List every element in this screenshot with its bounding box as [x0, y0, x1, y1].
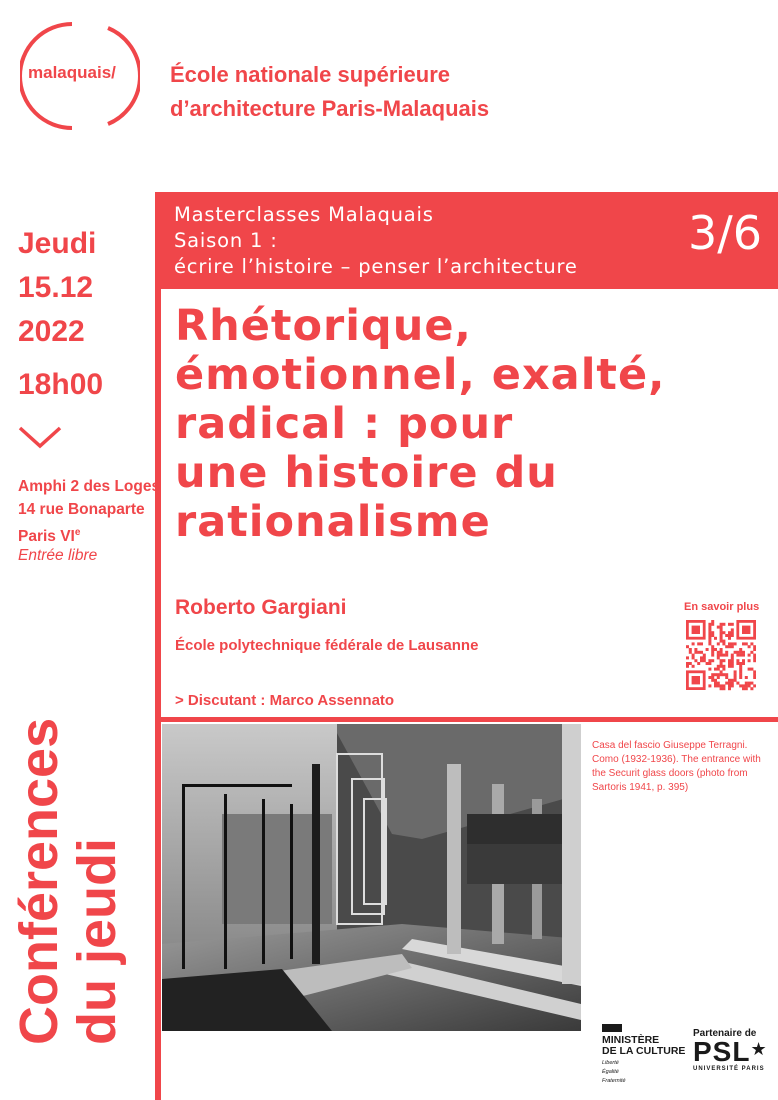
vertical-divider: [155, 192, 161, 1100]
photo-caption: Casa del fascio Giuseppe Terragni. Como (1932-1936). The entrance with the Securit glass doors (photo from Sartoris 1941, p. 395): [592, 740, 761, 793]
psl-partner-label: Partenaire de: [693, 1028, 757, 1039]
psl-university: UNIVERSITÉ PARIS: [693, 1066, 765, 1072]
event-day: Jeudi: [18, 227, 97, 260]
horizontal-divider: [161, 717, 778, 722]
band-line3: écrire l’histoire – penser l’architecture: [174, 255, 578, 278]
venue-line3: Paris VIe: [18, 527, 81, 546]
more-info-label: En savoir plus: [684, 601, 760, 613]
school-name: [170, 58, 570, 126]
title-line: rationalisme: [175, 497, 491, 547]
title-line: émotionnel, exalté,: [175, 350, 666, 400]
chevron-down-icon: [18, 425, 62, 449]
architecture-photo: [162, 724, 581, 1031]
discussant: > Discutant : Marco Assennato: [175, 692, 395, 709]
event-year: 2022: [18, 315, 85, 348]
event-date: [18, 222, 148, 354]
speaker-affiliation: École polytechnique fédérale de Lausanne: [175, 637, 479, 654]
series-title-line2: du jeudi: [67, 838, 127, 1045]
ministry-motto-1: Liberté: [602, 1060, 619, 1066]
ministry-name-line1: MINISTÈRE: [602, 1034, 660, 1046]
ministry-logo: [602, 1024, 692, 1084]
episode-counter: 3/6: [687, 206, 762, 260]
psl-name: PSL: [693, 1036, 751, 1067]
series-band: [161, 192, 778, 289]
series-title-line1: Conférences: [9, 717, 69, 1045]
speaker-name: Roberto Gargiani: [175, 596, 347, 619]
talk-title: [175, 302, 765, 547]
ministry-motto-2: Égalité: [602, 1069, 619, 1075]
event-venue: [18, 475, 161, 548]
marianne-icon: [602, 1024, 622, 1032]
venue-line2: 14 rue Bonaparte: [18, 501, 145, 518]
star-icon: ★: [750, 1039, 767, 1059]
logo-text: malaquais/: [28, 63, 116, 82]
photo-illustration: [162, 724, 581, 1031]
event-daymonth: 15.12: [18, 271, 94, 304]
title-line: Rhétorique,: [175, 301, 472, 351]
series-title-vertical: [10, 685, 126, 1045]
venue-line1: Amphi 2 des Loges: [18, 478, 161, 495]
psl-logo: [693, 1028, 771, 1072]
ministry-motto-3: Fraternité: [602, 1078, 626, 1084]
ministry-name-line2: DE LA CULTURE: [602, 1045, 686, 1057]
title-line: radical : pour: [175, 399, 514, 449]
title-line: une histoire du: [175, 448, 558, 498]
band-line1: Masterclasses Malaquais: [174, 203, 434, 226]
school-name-line1: École nationale supérieure: [170, 62, 450, 87]
event-time: 18h00: [18, 368, 104, 401]
band-line2: Saison 1 :: [174, 229, 278, 252]
school-name-line2: d’architecture Paris-Malaquais: [170, 96, 490, 121]
entry-note: Entrée libre: [18, 547, 98, 564]
qr-code-icon[interactable]: [686, 620, 756, 692]
